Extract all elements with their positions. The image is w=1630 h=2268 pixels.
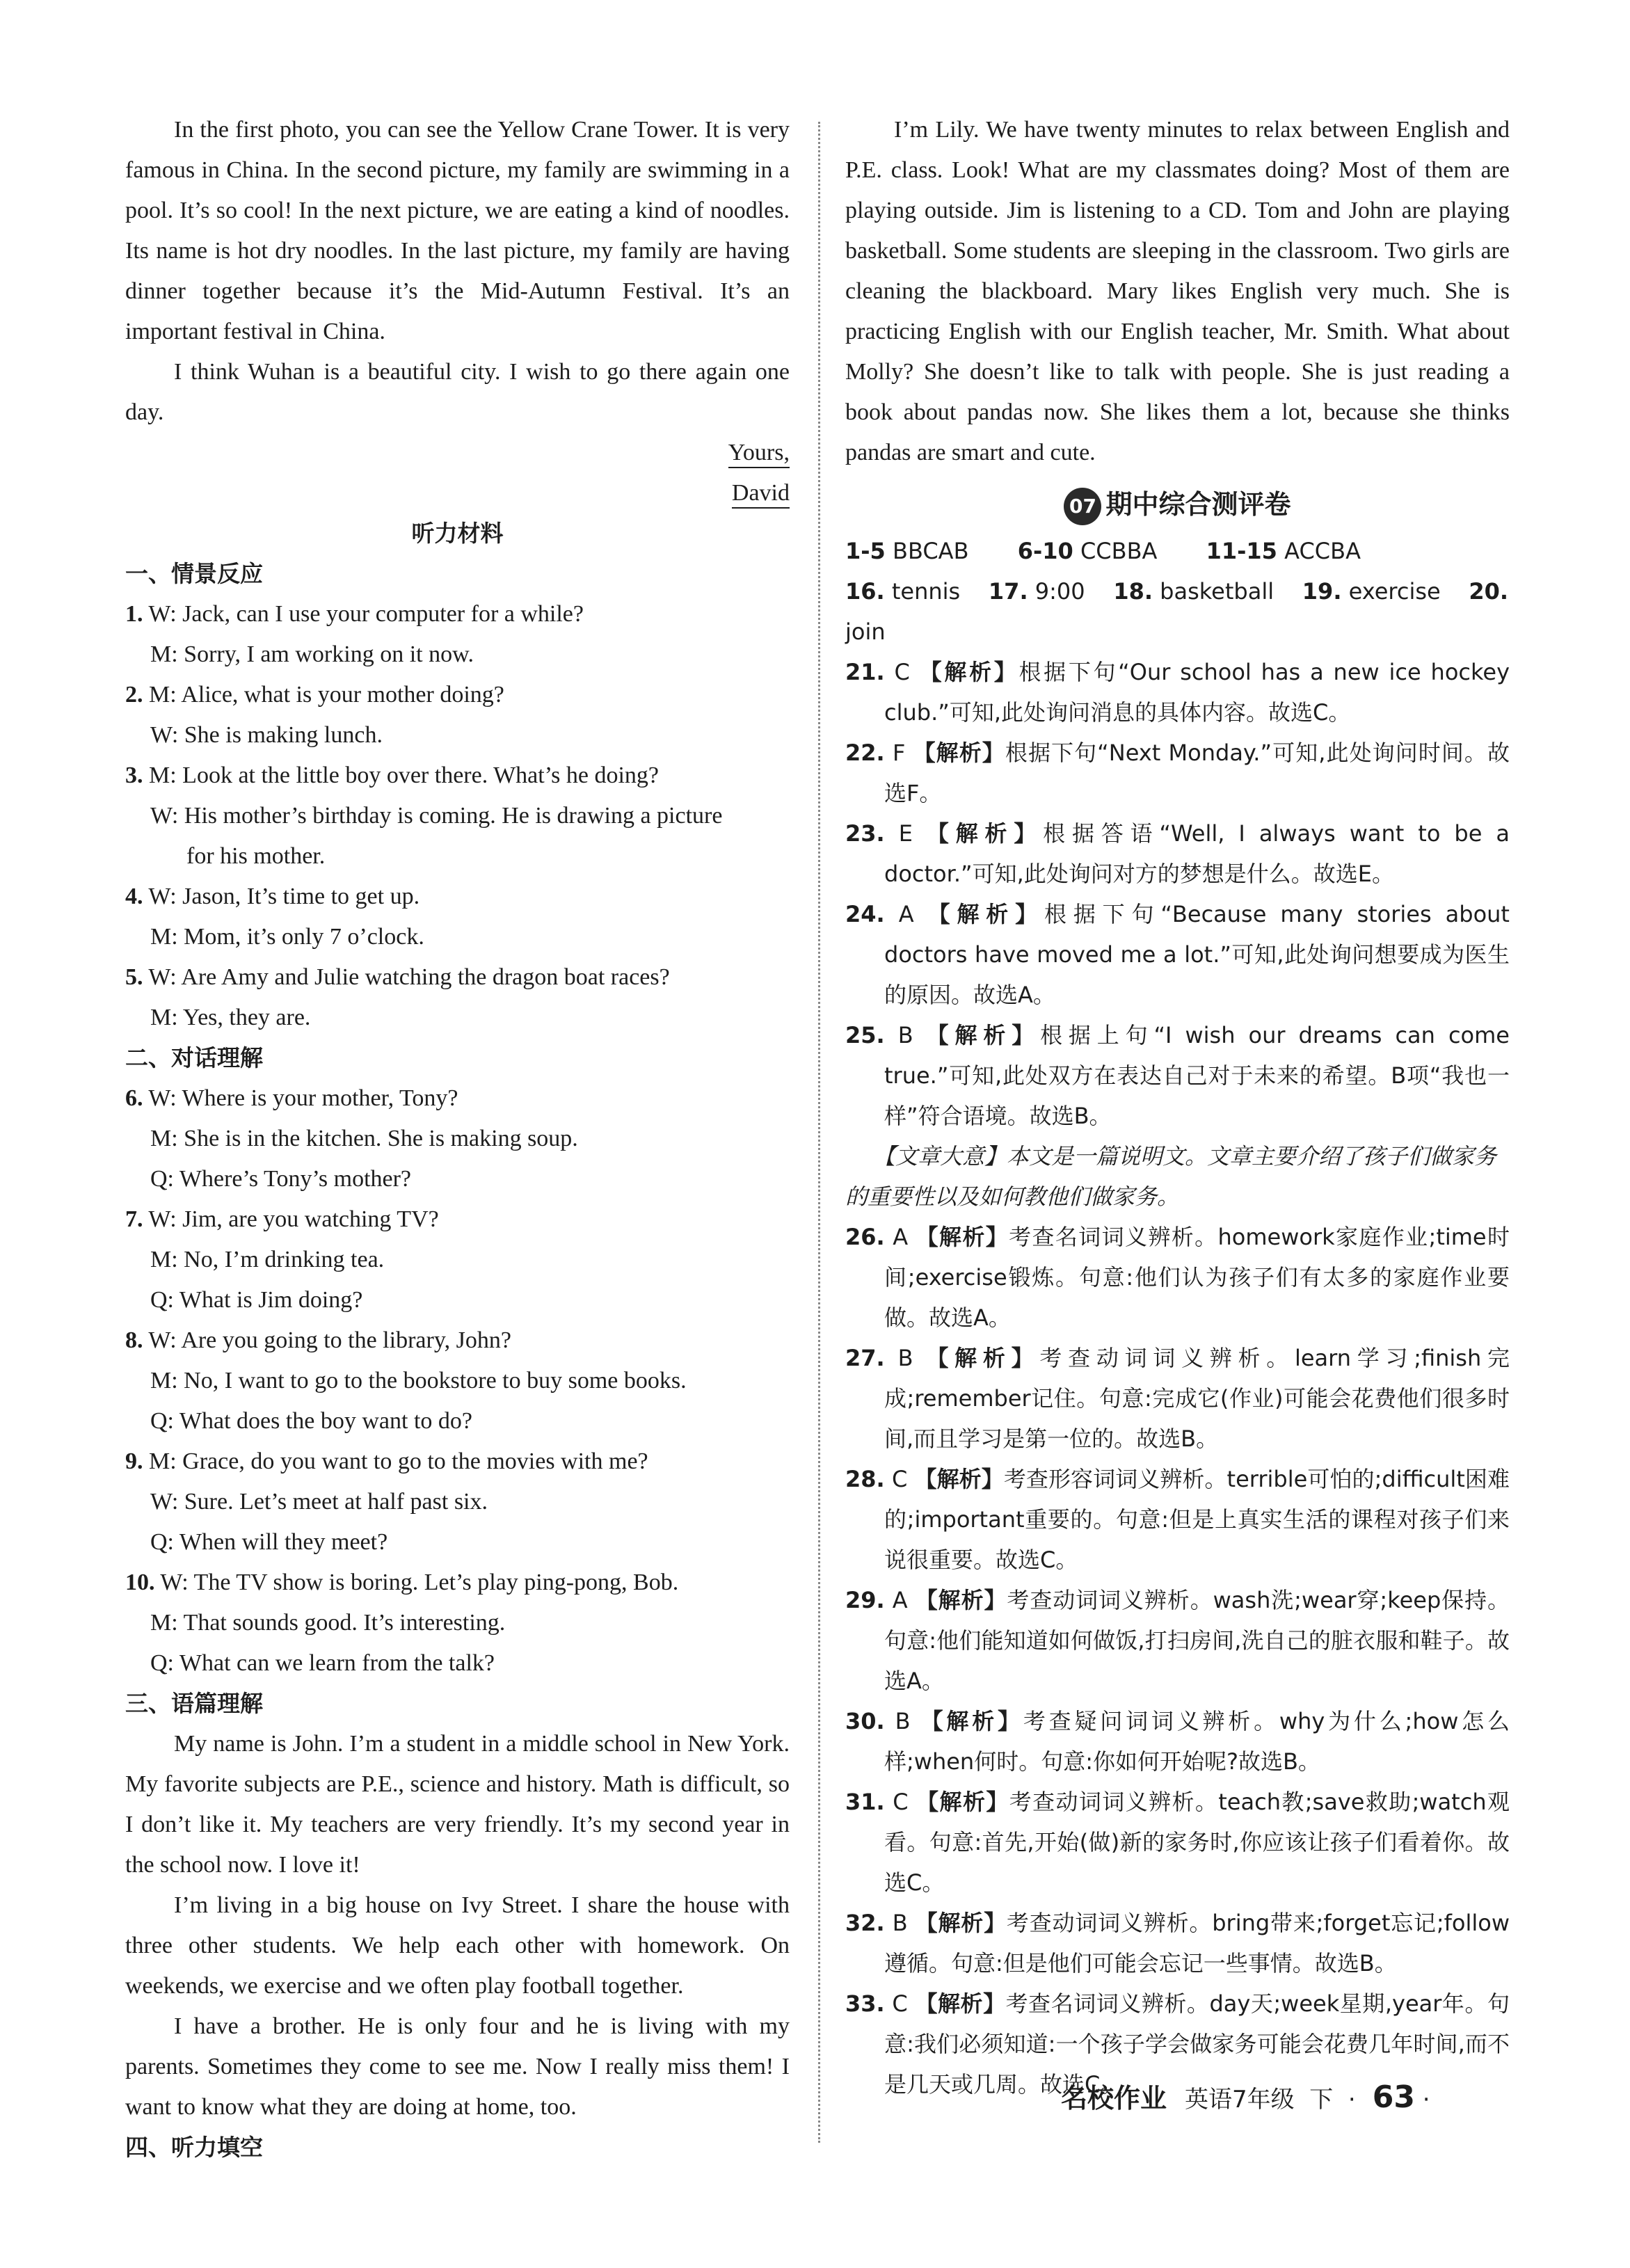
answer-item: 21. C 【解析】根据下句“Our school has a new ice hockey club.”可知,此处询问消息的具体内容。故选C。 — [845, 658, 1510, 726]
answer-item: 29. A 【解析】考查动词词义辨析。wash洗;wear穿;keep保持。句意:他们能知道如何做饭,打扫房间,洗自己的脏衣服和鞋子。故选A。 — [845, 1586, 1510, 1694]
answer-item: 31. C 【解析】考查动词词义辨析。teach教;save救助;watch观看。句意:首先,开始(做)新的家务时,你应该让孩子们看着你。故选C。 — [845, 1788, 1510, 1896]
answer-item: 24. A 【解析】根据下句“Because many stories about doctors have moved me a lot.”可知,此处询问想要成为医生的原因。故选A。 — [845, 900, 1510, 1008]
footer-dot-right: · — [1422, 2086, 1430, 2114]
section-heading-1: 一、情景反应 — [125, 560, 263, 587]
right-column — [845, 110, 1510, 2105]
dialogue-line: 9. M: Grace, do you want to go to the movies with me? — [125, 1448, 648, 1474]
dialogue-line: 1. W: Jack, can I use your computer for a while? — [125, 601, 584, 627]
dialogue-line: M: No, I’m drinking tea. — [150, 1247, 385, 1272]
dialogue-line: Q: What is Jim doing? — [150, 1287, 363, 1313]
dialogue-line: W: His mother’s birthday is coming. He is drawing a picture — [150, 803, 723, 829]
answer-item: 33. C 【解析】考查名词词义辨析。day天;week星期,year年。句意:我们必须知道:一个孩子学会做家务可能会花费几年时间,而不是几天或几周。故选C。 — [845, 1990, 1510, 2098]
letter-closing: Yours, — [125, 433, 790, 473]
section-heading-2: 二、对话理解 — [125, 1044, 263, 1071]
answer-item: 32. B 【解析】考查动词词义辨析。bring带来;forget忘记;follow遵循。句意:但是他们可能会忘记一些事情。故选B。 — [845, 1909, 1510, 1976]
dialogue-line: W: She is making lunch. — [150, 722, 383, 748]
section-1-items — [125, 594, 790, 1038]
page-number: 63 — [1372, 2079, 1415, 2115]
column-divider — [818, 122, 820, 2143]
answer-item: 22. F 【解析】根据下句“Next Monday.”可知,此处询问时间。故选F。 — [845, 739, 1510, 806]
answer-item: 27. B 【解析】考查动词词义辨析。learn学习;finish完成;remember记住。句意:完成它(作业)可能会花费他们很多时间,而且学习是第一位的。故选B。 — [845, 1344, 1510, 1452]
dialogue-line: M: No, I want to go to the bookstore to buy some books. — [150, 1368, 687, 1393]
answer-item: 25. B 【解析】根据上句“I wish our dreams can come true.”可知,此处双方在表达自己对于未来的希望。B项“我也一样”符合语境。故选B。 — [845, 1021, 1510, 1129]
page-footer — [1061, 2077, 1430, 2115]
dialogue-line: W: Sure. Let’s meet at half past six. — [150, 1489, 488, 1515]
dialogue-line: Q: When will they meet? — [150, 1529, 388, 1555]
passage-paragraph-3: I have a brother. He is only four and he is living with my parents. Sometimes they come to see me. Now I really miss them! I want to know what they are doing at home, too. — [125, 2013, 790, 2120]
dialogue-line: for his mother. — [186, 843, 326, 869]
dialogue-line: 6. W: Where is your mother, Tony? — [125, 1085, 458, 1111]
answer-item: 26. A 【解析】考查名词词义辨析。homework家庭作业;time时间;exercise锻炼。句意:他们认为孩子们有太多的家庭作业要做。故选A。 — [845, 1223, 1510, 1331]
test-heading — [845, 484, 1510, 525]
dialogue-line: M: Yes, they are. — [150, 1005, 311, 1030]
dialogue-line: 10. W: The TV show is boring. Let’s play ping-pong, Bob. — [125, 1570, 679, 1595]
left-column — [125, 110, 790, 2168]
section-heading-4: 四、听力填空 — [125, 2134, 263, 2161]
answer-item: 28. C 【解析】考查形容词词义辨析。terrible可怕的;difficult困难的;important重要的。句意:但是上真实生活的课程对孩子们来说很重要。故选C。 — [845, 1465, 1510, 1573]
passage-paragraph-1: My name is John. I’m a student in a middle school in New York. My favorite subjects are P.E., science and history. Math is difficult, so I don’t like it. My teachers are very friendly. It’s my second year in the school now. I love it! — [125, 1731, 790, 1878]
passage-paragraph-2: I’m living in a big house on Ivy Street. I share the house with three other students. We help each other with homework. On weekends, we exercise and we often play football together. — [125, 1892, 790, 1999]
answer-item: 30. B 【解析】考查疑问词词义辨析。why为什么;how怎么样;when何时。句意:你如何开始呢?故选B。 — [845, 1707, 1510, 1775]
dialogue-line: 7. W: Jim, are you watching TV? — [125, 1206, 439, 1232]
footer-subject: 英语7年级 — [1185, 2086, 1295, 2114]
dialogue-line: 3. M: Look at the little boy over there. What’s he doing? — [125, 762, 660, 788]
letter-signature: David — [125, 473, 790, 513]
letter-paragraph-1: In the first photo, you can see the Yellow Crane Tower. It is very famous in China. In the second picture, my family are swimming in a pool. It’s so cool! In the next picture, we are eating a kind of noodles. Its name is hot dry noodles. In the last picture, my family are having dinner together because it’s the Mid-Autumn Festival. It’s an important festival in China. — [125, 117, 790, 344]
section-2-items — [125, 1078, 790, 1684]
dialogue-line: M: That sounds good. It’s interesting. — [150, 1610, 506, 1636]
test-title: 期中综合测评卷 — [1105, 489, 1291, 520]
unit-number-badge: 07 — [1064, 488, 1101, 525]
listening-material-title: 听力材料 — [411, 520, 504, 547]
dialogue-line: Q: What does the boy want to do? — [150, 1408, 473, 1434]
dialogue-line: Q: What can we learn from the talk? — [150, 1650, 495, 1676]
dialogue-line: 2. M: Alice, what is your mother doing? — [125, 682, 504, 708]
footer-dot-left: · — [1348, 2086, 1356, 2114]
dialogue-line: 5. W: Are Amy and Julie watching the dragon boat races? — [125, 964, 670, 990]
dialogue-line: 8. W: Are you going to the library, John? — [125, 1327, 511, 1353]
dialogue-line: Q: Where’s Tony’s mother? — [150, 1166, 412, 1192]
footer-term: 下 — [1309, 2086, 1334, 2114]
dialogue-line: 4. W: Jason, It’s time to get up. — [125, 884, 420, 909]
section-heading-3: 三、语篇理解 — [125, 1690, 263, 1717]
dialogue-line: M: She is in the kitchen. She is making soup. — [150, 1126, 578, 1151]
answer-row-2: 16. tennis 17. 9:00 18. basketball 19. exercise 20. join — [845, 577, 1509, 645]
answer-row-1: 1-5 BBCAB 6-10 CCBBA 11-15 ACCBA — [845, 537, 1361, 564]
answer-item: 23. E 【解析】根据答语“Well, I always want to be a doctor.”可知,此处询问对方的梦想是什么。故选E。 — [845, 820, 1510, 887]
footer-brand: 名校作业 — [1061, 2083, 1167, 2114]
article-summary: 【文章大意】本文是一篇说明文。文章主要介绍了孩子们做家务的重要性以及如何教他们做家务。 — [845, 1142, 1497, 1210]
dialogue-line: M: Mom, it’s only 7 o’clock. — [150, 924, 424, 950]
dialogue-line: M: Sorry, I am working on it now. — [150, 641, 474, 667]
lily-paragraph: I’m Lily. We have twenty minutes to relax between English and P.E. class. Look! What are my classmates doing? Most of them are playing outside. Jim is listening to a CD. Tom and John are playing basketball. Some students are sleeping in the classroom. Two girls are cleaning the blackboard. Mary likes English very much. She is practicing English with our English teacher, Mr. Smith. What about Molly? She doesn’t like to talk with people. She is just reading a book about pandas now. She likes them a lot, because she thinks pandas are smart and cute. — [845, 117, 1510, 465]
letter-paragraph-2: I think Wuhan is a beautiful city. I wish to go there again one day. — [125, 359, 790, 425]
